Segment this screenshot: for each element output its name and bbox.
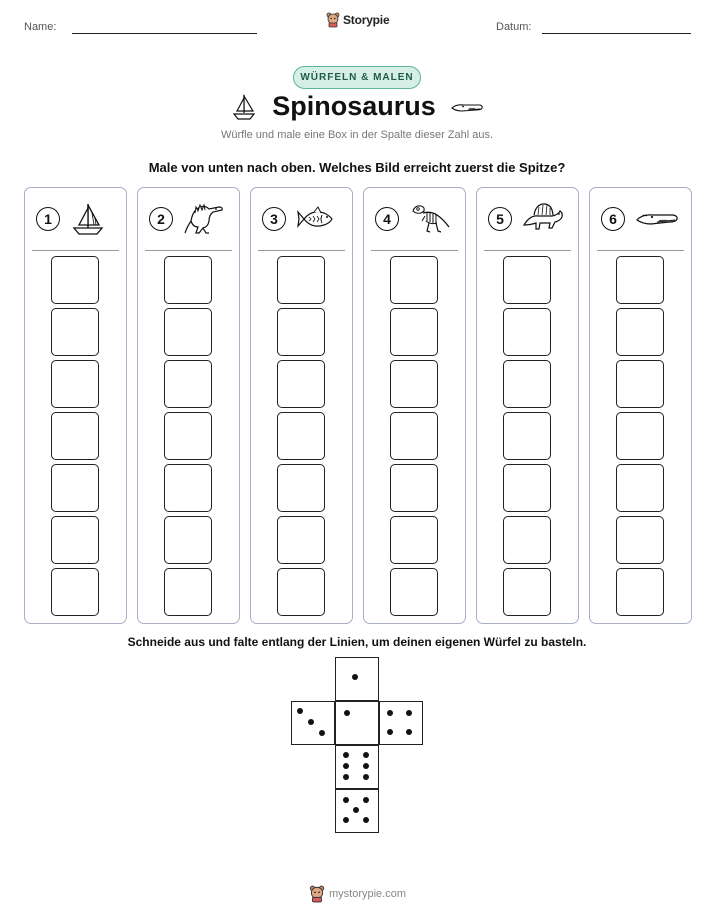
game-instruction: Male von unten nach oben. Welches Bild erreicht zuerst die Spitze? <box>148 160 566 175</box>
color-box[interactable] <box>277 464 325 512</box>
die-pip <box>297 708 303 714</box>
die-pip <box>344 710 350 716</box>
crocodile-icon <box>635 207 679 231</box>
color-box[interactable] <box>277 412 325 460</box>
name-label: Name: <box>24 21 57 33</box>
sailboat-icon <box>230 92 258 122</box>
die-face-6 <box>335 745 379 789</box>
crocodile-icon <box>450 99 484 115</box>
column-4 <box>363 187 466 624</box>
color-box[interactable] <box>51 464 99 512</box>
die-pip <box>363 774 369 780</box>
column-header <box>251 188 352 250</box>
date-line <box>542 33 691 34</box>
die-pip <box>363 817 369 823</box>
column-2 <box>137 187 240 624</box>
spinosaurus-icon <box>183 201 225 237</box>
color-box[interactable] <box>51 308 99 356</box>
date-label: Datum: <box>496 21 532 33</box>
color-box[interactable] <box>51 568 99 616</box>
die-face-1 <box>335 657 379 701</box>
color-box[interactable] <box>503 464 551 512</box>
color-box[interactable] <box>390 412 438 460</box>
color-box[interactable] <box>616 568 664 616</box>
die-pip <box>308 719 314 725</box>
column-1 <box>24 187 127 624</box>
die-pip <box>406 710 412 716</box>
die-face-5 <box>335 789 379 833</box>
die-pip <box>406 729 412 735</box>
die-face-1 <box>335 701 379 745</box>
column-header <box>138 188 239 250</box>
color-box[interactable] <box>51 256 99 304</box>
die-face-3 <box>291 701 335 745</box>
die-pip <box>387 710 393 716</box>
color-box[interactable] <box>164 360 212 408</box>
die-pip <box>343 774 349 780</box>
color-box[interactable] <box>616 412 664 460</box>
die-pip <box>363 752 369 758</box>
column-header <box>477 188 578 250</box>
color-box[interactable] <box>503 256 551 304</box>
color-box[interactable] <box>277 516 325 564</box>
column-6 <box>589 187 692 624</box>
race-columns <box>24 187 690 624</box>
column-number: 6 <box>601 207 625 231</box>
die-pip <box>343 752 349 758</box>
color-box[interactable] <box>51 516 99 564</box>
color-box[interactable] <box>616 256 664 304</box>
color-box[interactable] <box>51 412 99 460</box>
column-3 <box>250 187 353 624</box>
fish-icon <box>296 204 336 234</box>
color-box[interactable] <box>277 568 325 616</box>
page-subtitle: Würfle und male eine Box in der Spalte dieser Zahl aus. <box>220 129 494 141</box>
color-box[interactable] <box>277 256 325 304</box>
color-box[interactable] <box>503 308 551 356</box>
color-box[interactable] <box>616 308 664 356</box>
color-box[interactable] <box>503 516 551 564</box>
die-pip <box>343 797 349 803</box>
die-face-4 <box>379 701 423 745</box>
color-box[interactable] <box>390 308 438 356</box>
column-number: 4 <box>375 207 399 231</box>
sailboat-icon <box>70 201 106 237</box>
column-header <box>590 188 691 250</box>
color-box[interactable] <box>616 360 664 408</box>
title-row <box>0 91 714 122</box>
activity-badge: WÜRFELN & MALEN <box>293 66 421 89</box>
bear-mascot-icon <box>309 885 325 903</box>
column-divider <box>258 250 345 251</box>
bear-mascot-icon <box>326 12 340 28</box>
color-box[interactable] <box>390 464 438 512</box>
color-box[interactable] <box>390 256 438 304</box>
column-divider <box>145 250 232 251</box>
color-box[interactable] <box>164 516 212 564</box>
page-title: Spinosaurus <box>272 91 436 121</box>
brand-name: Storypie <box>343 13 390 27</box>
color-box[interactable] <box>503 412 551 460</box>
die-pip <box>343 763 349 769</box>
dinosaur-skeleton-icon <box>409 201 451 237</box>
color-box[interactable] <box>503 360 551 408</box>
die-pip <box>352 674 358 680</box>
die-pip <box>343 817 349 823</box>
die-pip <box>363 763 369 769</box>
brand-logo <box>326 12 389 28</box>
column-divider <box>371 250 458 251</box>
color-box[interactable] <box>164 568 212 616</box>
footer <box>309 885 406 903</box>
column-number: 1 <box>36 207 60 231</box>
color-box[interactable] <box>390 516 438 564</box>
footer-url[interactable]: mystorypie.com <box>329 888 407 900</box>
column-number: 5 <box>488 207 512 231</box>
die-pip <box>319 730 325 736</box>
color-box[interactable] <box>277 308 325 356</box>
color-box[interactable] <box>616 516 664 564</box>
color-box[interactable] <box>164 308 212 356</box>
color-box[interactable] <box>51 360 99 408</box>
column-header <box>25 188 126 250</box>
color-box[interactable] <box>616 464 664 512</box>
cut-instruction: Schneide aus und falte entlang der Linien, um deinen eigenen Würfel zu basteln. <box>127 635 587 649</box>
dimetrodon-icon <box>522 201 564 237</box>
die-pip <box>353 807 359 813</box>
color-box[interactable] <box>390 568 438 616</box>
column-number: 2 <box>149 207 173 231</box>
color-box[interactable] <box>164 412 212 460</box>
color-box[interactable] <box>277 360 325 408</box>
column-divider <box>484 250 571 251</box>
color-box[interactable] <box>164 256 212 304</box>
column-divider <box>597 250 684 251</box>
column-5 <box>476 187 579 624</box>
column-divider <box>32 250 119 251</box>
name-line <box>72 33 257 34</box>
color-box[interactable] <box>390 360 438 408</box>
die-pip <box>363 797 369 803</box>
column-number: 3 <box>262 207 286 231</box>
column-header <box>364 188 465 250</box>
color-box[interactable] <box>503 568 551 616</box>
die-pip <box>387 729 393 735</box>
color-box[interactable] <box>164 464 212 512</box>
